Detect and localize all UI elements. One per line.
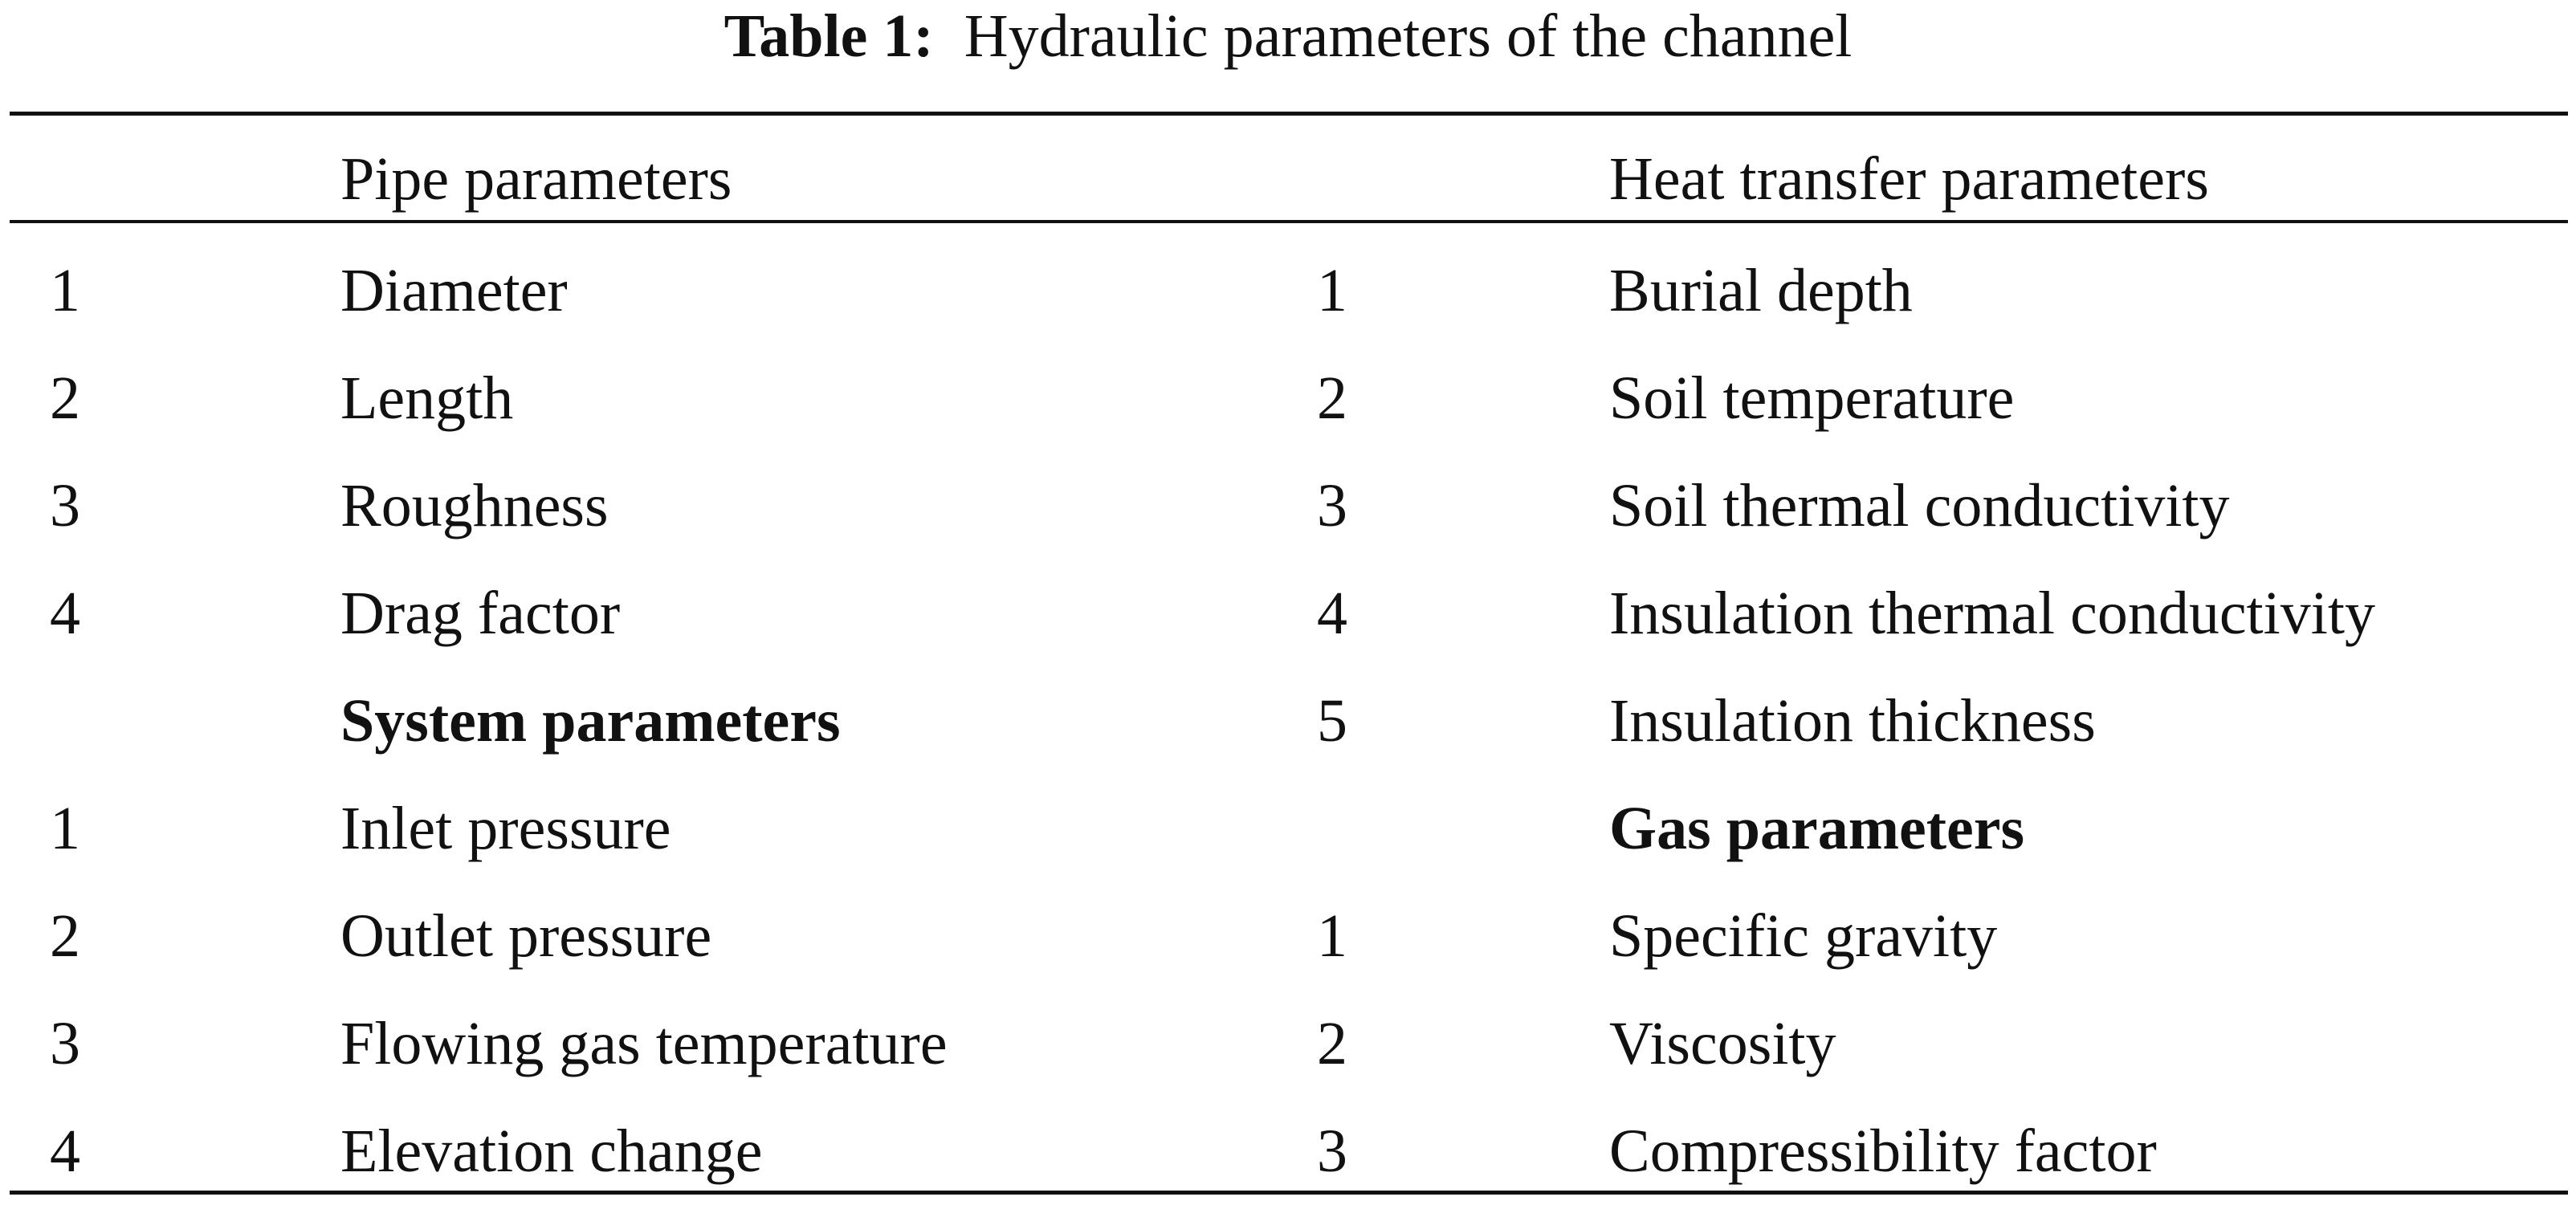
table-row xyxy=(0,344,2576,452)
row-right-number: 3 xyxy=(1317,1117,1347,1185)
caption-text: Hydraulic parameters of the channel xyxy=(964,2,1853,70)
row-left-number: 3 xyxy=(50,472,80,539)
row-right-number: 1 xyxy=(1317,257,1347,324)
row-right-number: 2 xyxy=(1317,1010,1347,1077)
row-left-number: 3 xyxy=(50,1010,80,1077)
row-right-parameter: Burial depth xyxy=(1609,257,1913,324)
row-right-parameter: Viscosity xyxy=(1609,1010,1836,1077)
row-left-number: 1 xyxy=(50,257,80,324)
table-row xyxy=(0,775,2576,882)
row-left-number: 2 xyxy=(50,902,80,970)
row-left-number: 2 xyxy=(50,364,80,432)
row-right-parameter: Compressibility factor xyxy=(1609,1117,2157,1185)
row-right-parameter: Soil temperature xyxy=(1609,364,2015,432)
row-left-parameter: Roughness xyxy=(340,472,609,539)
row-right-number: 1 xyxy=(1317,902,1347,970)
row-right-number: 2 xyxy=(1317,364,1347,432)
table-row xyxy=(0,1097,2576,1205)
row-right-number: 3 xyxy=(1317,472,1347,539)
row-left-number: 1 xyxy=(50,795,80,862)
table-row xyxy=(0,560,2576,667)
table-row xyxy=(0,882,2576,990)
header-pipe-parameters: Pipe parameters xyxy=(340,145,732,213)
row-right-parameter: Insulation thickness xyxy=(1609,687,2096,755)
row-left-number: 4 xyxy=(50,580,80,647)
section-heading-gas-parameters: Gas parameters xyxy=(1609,795,2025,862)
row-left-parameter: Elevation change xyxy=(340,1117,763,1185)
row-right-number: 5 xyxy=(1317,687,1347,755)
row-left-parameter: Drag factor xyxy=(340,580,621,647)
section-heading-system-parameters: System parameters xyxy=(340,687,841,755)
row-right-parameter: Specific gravity xyxy=(1609,902,1998,970)
row-right-parameter: Soil thermal conductivity xyxy=(1609,472,2230,539)
table-row xyxy=(0,667,2576,775)
row-left-parameter: Outlet pressure xyxy=(340,902,712,970)
table-row xyxy=(0,990,2576,1097)
table-row xyxy=(0,237,2576,344)
row-right-number: 4 xyxy=(1317,580,1347,647)
header-heat-transfer-parameters: Heat transfer parameters xyxy=(1609,145,2209,213)
table-header-row xyxy=(0,125,2576,233)
table-caption xyxy=(0,2,2576,71)
row-left-number: 4 xyxy=(50,1117,80,1185)
table-row xyxy=(0,452,2576,560)
row-left-parameter: Length xyxy=(340,364,514,432)
header-rule xyxy=(10,220,2568,223)
bottom-rule xyxy=(10,1191,2568,1195)
row-left-parameter: Inlet pressure xyxy=(340,795,671,862)
row-left-parameter: Flowing gas temperature xyxy=(340,1010,948,1077)
top-rule xyxy=(10,112,2568,116)
caption-label: Table 1: xyxy=(723,2,934,70)
row-left-parameter: Diameter xyxy=(340,257,568,324)
row-right-parameter: Insulation thermal conductivity xyxy=(1609,580,2376,647)
